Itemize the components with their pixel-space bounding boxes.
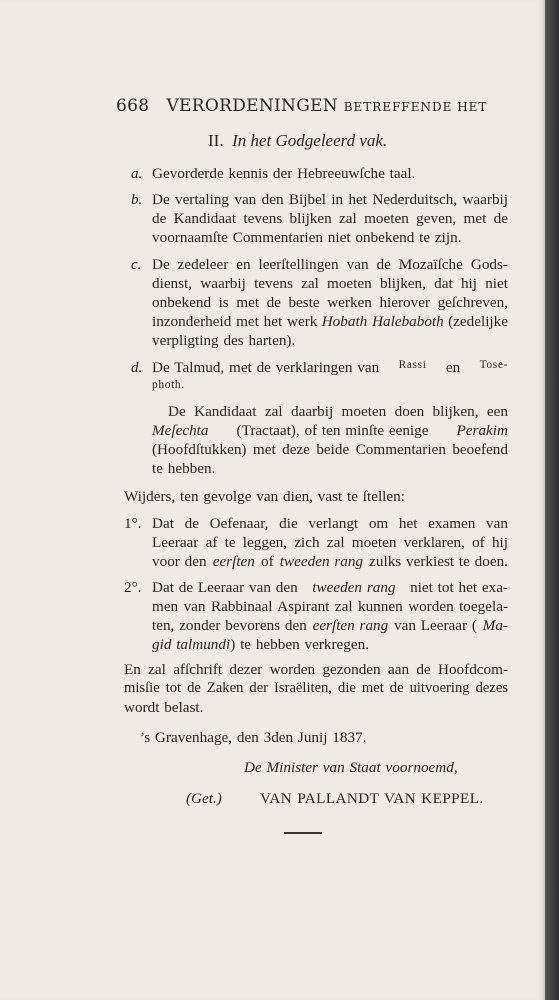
n2-tweeden-rang: tweeden rang: [312, 579, 396, 596]
item-label-a: a.: [131, 166, 143, 182]
item-c-line-1: De zedeleer en leerſtellingen van de Mozaïſche Gods-: [152, 256, 508, 273]
para-d-tractaat: (Tractaat), of ten minſte eenige: [236, 422, 429, 439]
n1-of: of: [261, 553, 274, 570]
numbered-label-2: 2°.: [124, 579, 142, 596]
header-title-rest: BETREFFENDE HET: [343, 100, 488, 114]
page-number: 668: [116, 96, 150, 116]
closing-line-2: misſie tot de Zaken der Israëliten, die met de uitvoering dezes: [124, 680, 508, 696]
minister-line: De Minister van Staat voornoemd,: [244, 759, 458, 776]
n2-eersten-rang: eerſten rang: [312, 617, 389, 634]
numbered-2-line-3: [152, 618, 508, 633]
n2-ma: Ma-: [482, 617, 508, 634]
para-d-mesechta: Meſechta: [152, 422, 209, 439]
numbered-1-line-1: Dat de Oefenaar, die verlangt om het examen van: [152, 515, 508, 532]
header-title-main: VERORDENINGEN: [166, 96, 338, 116]
para-d-line-4: te hebben.: [152, 460, 216, 477]
n2-van-leeraar: van Leeraar (: [393, 617, 477, 634]
n1-tweeden-rang: tweeden rang: [279, 553, 364, 570]
item-c-work-title: Hobath Halebaboth: [321, 313, 444, 330]
item-c-gloss: (zedelijke: [448, 313, 508, 330]
item-b-line-3: voornaamſte Commentarien niet onbekend te zijn.: [152, 229, 462, 246]
item-d-en: en: [445, 359, 461, 376]
para-d-line-2: [152, 423, 508, 438]
n2-ten-zonder: ten, zonder bevorens den: [152, 617, 307, 634]
closing-rule: [284, 832, 322, 834]
numbered-1-line-3: [152, 554, 508, 569]
item-a-line-1: Gevorderde kennis der Hebreeuwſche taal.: [152, 165, 416, 182]
item-c-line-4: [152, 314, 508, 329]
item-b-line-2: de Kandidaat tevens blijken zal moeten geven, met de: [152, 210, 508, 227]
n1-eersten: eerſten: [212, 553, 255, 570]
item-label-c: c.: [131, 257, 142, 273]
item-c-line-3: onbekend is met de beste werken hierover geſchreven,: [152, 294, 508, 311]
item-c-text: inzonderheid met het werk: [152, 313, 318, 330]
n2-niet-tot: niet tot het exa-: [410, 579, 508, 596]
item-c-line-5: verpligting des harten).: [152, 332, 296, 349]
date-line: ’s Gravenhage, den 3den Junij 1837.: [140, 729, 367, 746]
item-d-rassi: Rassi: [398, 359, 427, 371]
section-numeral: II.: [208, 131, 224, 150]
para-d-perakim: Perakim: [456, 422, 508, 439]
item-b-line-1: De vertaling van den Bijbel in het Nederduitsch, waarbij: [152, 191, 508, 208]
item-label-d: d.: [131, 360, 143, 376]
item-d-text: De Talmud, met de verklaringen van: [152, 359, 380, 376]
item-c-line-2: dienst, waarbij tevens zal moeten blijken, dat hij niet: [152, 275, 508, 292]
numbered-2-line-2: men van Rabbinaal Aspirant zal kunnen worden toegela-: [152, 598, 508, 615]
signature-name: VAN PALLANDT VAN KEPPEL.: [260, 790, 484, 807]
item-d-line-1: [152, 360, 508, 375]
numbered-2-line-4: [152, 637, 369, 652]
n1-voor-den: voor den: [152, 553, 207, 570]
n2-gid-talmundi: gid talmundi: [152, 636, 231, 653]
section-heading: [208, 131, 387, 151]
wijders-line: Wijders, ten gevolge van dien, vast te ſtellen:: [124, 488, 405, 505]
para-d-line-1: De Kandidaat zal daarbij moeten doen blijken, een: [168, 403, 508, 420]
n2-verkregen: ) te hebben verkregen.: [230, 636, 369, 653]
running-header: [116, 96, 488, 116]
n1-rest: zulks verkiest te doen.: [369, 553, 508, 570]
numbered-2-line-1: [152, 580, 508, 595]
section-title: In het Godgeleerd vak.: [232, 131, 388, 150]
book-edge: [545, 0, 559, 1000]
numbered-1-line-2: Leeraar af te leggen, zich zal moeten verklaren, of hij: [152, 534, 508, 551]
signature-get: (Get.): [186, 790, 222, 807]
item-d-line-2: photh.: [152, 379, 185, 391]
numbered-label-1: 1°.: [124, 515, 142, 532]
item-label-b: b.: [131, 192, 143, 208]
n2-dat-de: Dat de Leeraar van den: [152, 579, 298, 596]
para-d-line-3: (Hoofdſtukken) met deze beide Commentarien beoefend: [152, 441, 508, 458]
closing-line-1: En zal afſchrift dezer worden gezonden aan de Hoofdcom-: [124, 661, 508, 678]
item-d-tose: Tose-: [479, 359, 508, 371]
closing-line-3: wordt belast.: [124, 699, 204, 716]
